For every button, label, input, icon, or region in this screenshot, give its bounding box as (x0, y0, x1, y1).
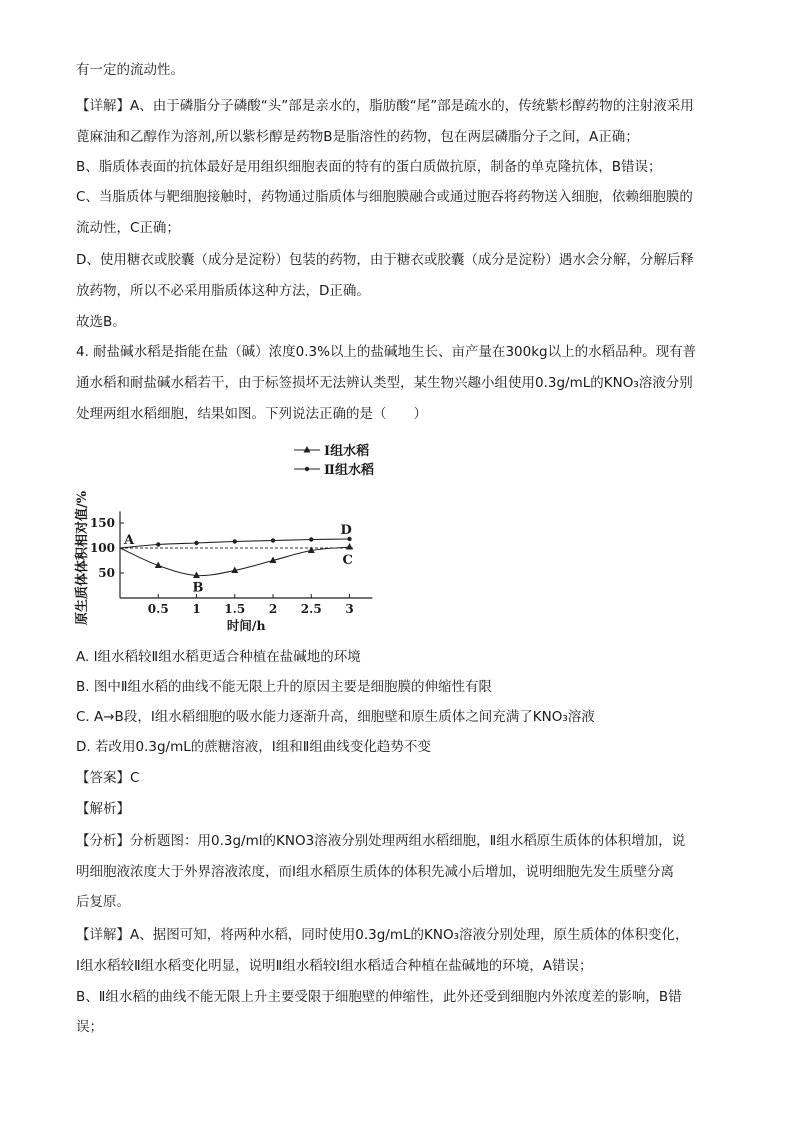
answer-option: A. Ⅰ组水稻较Ⅱ组水稻更适合种植在盐碱地的环境 (76, 649, 361, 665)
paragraph-line: 放药物，所以不必采用脂质体这种方法，D正确。 (76, 283, 370, 299)
dot-marker (309, 537, 313, 541)
x-tick-label: 0.5 (147, 602, 169, 616)
answer-option: B. 图中Ⅱ组水稻的曲线不能无限上升的原因主要是细胞膜的伸缩性有限 (76, 679, 492, 695)
y-tick-label: 150 (89, 516, 115, 530)
chart-point-labels (123, 523, 353, 596)
legend-label: Ⅰ组水稻 (324, 444, 370, 459)
dot-marker (194, 541, 198, 545)
paragraph-line: D、使用糖衣或胶囊（成分是淀粉）包装的药物，由于糖衣或胶囊（成分是淀粉）遇水会分解，分解后释 (76, 252, 694, 268)
chart-axes (120, 512, 372, 599)
dot-marker (156, 542, 160, 546)
x-tick-label: 1 (192, 602, 201, 616)
legend-dot-marker (305, 467, 309, 471)
analysis-line: 明细胞液浓度大于外界溶液浓度，而Ⅰ组水稻原生质体的体积先减小后增加，说明细胞先发生质壁分离 (76, 864, 674, 880)
x-tick-label: 1.5 (224, 602, 246, 616)
y-axis-label: 原生质体体积相对值/% (75, 490, 90, 626)
analysis-line: 误； (76, 1019, 103, 1035)
analysis-line: 后复原。 (76, 894, 130, 910)
x-tick-label: 2.5 (300, 602, 322, 616)
point-label-d: D (340, 523, 352, 538)
dot-marker (271, 538, 275, 542)
triangle-marker (346, 543, 353, 550)
x-tick-label: 3 (345, 602, 354, 616)
answer-option: C. A→B段，Ⅰ组水稻细胞的吸水能力逐渐升高，细胞壁和原生质体之间充满了KNO₃溶液 (76, 709, 595, 725)
dot-marker (233, 539, 237, 543)
protoplast-volume-chart (72, 432, 392, 632)
point-label-a: A (124, 533, 135, 548)
y-tick-label: 100 (89, 541, 115, 555)
analysis-line: 【详解】A、据图可知，将两种水稻，同时使用0.3g/mL的KNO₃溶液分别处理，原生质体的体积变化， (76, 927, 689, 943)
paragraph-line: 4. 耐盐碱水稻是指能在盐（碱）浓度0.3%以上的盐碱地生长、亩产量在300kg以上的水稻品种。现有普 (76, 344, 697, 360)
analysis-line: Ⅰ组水稻较Ⅱ组水稻变化明显，说明Ⅱ组水稻较Ⅰ组水稻适合种植在盐碱地的环境，A错误； (76, 958, 593, 974)
paragraph-line: 处理两组水稻细胞，结果如图。下列说法正确的是（ ） (76, 406, 427, 422)
chart-legend (294, 443, 374, 478)
legend-label: Ⅱ组水稻 (324, 463, 374, 478)
chart-series (120, 537, 353, 578)
y-tick-label: 50 (98, 566, 115, 580)
x-axis-label: 时间/h (226, 618, 266, 632)
answer-option: D. 若改用0.3g/mL的蔗糖溶液，Ⅰ组和Ⅱ组曲线变化趋势不变 (76, 739, 431, 755)
paragraph-line: C、当脂质体与靶细胞接触时，药物通过脂质体与细胞膜融合或通过胞吞将药物送入细胞，依赖细胞膜的 (76, 189, 693, 205)
paragraph-line: 流动性，C正确； (76, 220, 180, 236)
point-label-b: B (192, 580, 204, 596)
answer-line: 【答案】C (76, 770, 140, 786)
analysis-line: 【分析】分析题图：用0.3g/ml的KNO3溶液分别处理两组水稻细胞，Ⅱ组水稻原生质体的体积增加，说 (76, 833, 686, 849)
paragraph-line: 有一定的流动性。 (76, 62, 184, 78)
analysis-heading: 【解析】 (76, 801, 130, 817)
paragraph-line: B、脂质体表面的抗体最好是用组织细胞表面的特有的蛋白质做抗原，制备的单克隆抗体，B错误； (76, 159, 662, 175)
x-tick-label: 2 (268, 602, 278, 616)
paragraph-line: 【详解】A、由于磷脂分子磷酸“头”部是亲水的，脂肪酸“尾”部是疏水的，传统紫杉醇药物的注射液采用 (76, 98, 694, 114)
analysis-line: B、Ⅱ组水稻的曲线不能无限上升主要受限于细胞壁的伸缩性，此外还受到细胞内外浓度差的影响，B错 (76, 989, 682, 1005)
paragraph-line: 蓖麻油和乙醇作为溶剂,所以紫杉醇是药物B是脂溶性的药物，包在两层磷脂分子之间，A正确； (76, 129, 639, 145)
paragraph-line: 通水稻和耐盐碱水稻若干，由于标签损坏无法辨认类型，某生物兴趣小组使用0.3g/mL的KNO₃溶液分别 (76, 375, 693, 391)
chart-ticks (74, 490, 354, 632)
point-label-c: C (342, 553, 353, 568)
legend-triangle-marker (304, 446, 311, 453)
paragraph-line: 故选B。 (76, 314, 126, 330)
